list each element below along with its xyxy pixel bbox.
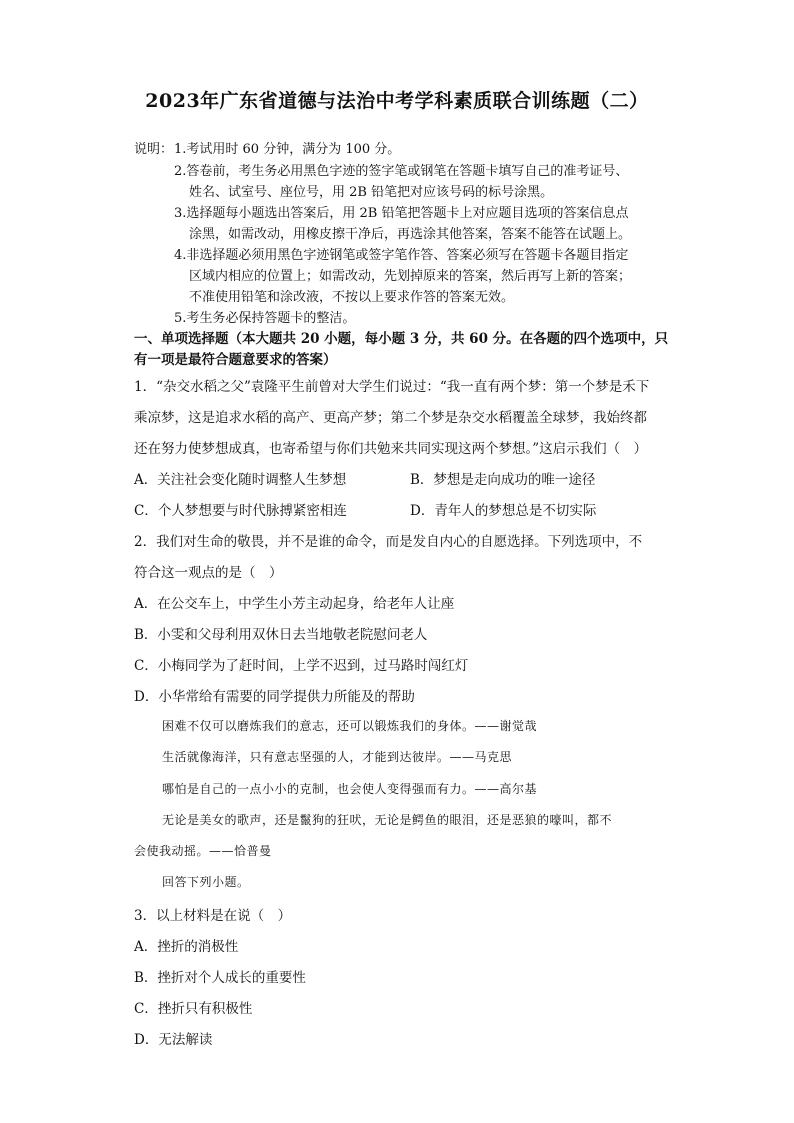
section-heading: 一、单项选择题（本大题共 20 小题，每小题 3 分，共 60 分。在各题的四个选项中，只 bbox=[134, 331, 669, 347]
quote-chapman: 无论是美女的歌声，还是鬣狗的狂吠，无论是鳄鱼的眼泪，还是恶狼的嚎叫，都不 bbox=[162, 813, 613, 827]
instruction-line: 4.非选择题必须用黑色字迹钢笔或签字笔作答、答案必须写在答题卡各题目指定 bbox=[174, 248, 629, 263]
question-1-option-b: B．梦想是走向成功的唯一途径 bbox=[410, 472, 596, 488]
question-2-stem-cont: 符合这一观点的是（ ） bbox=[134, 565, 283, 581]
question-1-stem-cont: 乘凉梦，这是追求水稻的高产、更高产梦；第二个梦是杂交水稻覆盖全球梦，我始终都 bbox=[134, 410, 647, 426]
instruction-line: 5.考生务必保持答题卡的整洁。 bbox=[174, 311, 356, 326]
question-1-stem-cont: 还在努力使梦想成真，也寄希望与你们共勉来共同实现这两个梦想。”这启示我们（ ） bbox=[134, 441, 648, 457]
quote-xiejuezai: 困难不仅可以磨炼我们的意志，还可以锻炼我们的身体。——谢觉哉 bbox=[162, 719, 538, 733]
question-1-option-c: C．个人梦想要与时代脉搏紧密相连 bbox=[134, 503, 347, 519]
instruction-line: 姓名、试室号、座位号，用 2B 铅笔把对应该号码的标号涂黑。 bbox=[189, 185, 554, 200]
question-3-stem: 3．以上材料是在说（ ） bbox=[134, 908, 292, 924]
question-2-option-a: A．在公交车上，中学生小芳主动起身，给老年人让座 bbox=[134, 596, 455, 612]
instruction-line: 不准使用铅笔和涂改液，不按以上要求作答的答案无效。 bbox=[189, 290, 515, 305]
question-1-option-a: A．关注社会变化随时调整人生梦想 bbox=[134, 472, 347, 488]
question-1-stem: 1．“杂交水稻之父”袁隆平生前曾对大学生们说过：“我一直有两个梦：第一个梦是禾下 bbox=[134, 379, 650, 395]
question-3-option-c: C．挫折只有积极性 bbox=[134, 1001, 253, 1017]
question-2-option-d: D．小华常给有需要的同学提供力所能及的帮助 bbox=[134, 689, 415, 705]
section-heading-cont: 有一项是最符合题意要求的答案） bbox=[134, 352, 337, 368]
instructions-label: 说明： bbox=[134, 142, 174, 157]
instruction-line: 3.选择题每小题选出答案后，用 2B 铅笔把答题卡上对应题目选项的答案信息点 bbox=[174, 206, 629, 221]
question-2-option-b: B．小雯和父母利用双休日去当地敬老院慰问老人 bbox=[134, 627, 428, 643]
material-prompt: 回答下列小题。 bbox=[162, 875, 250, 889]
quote-marx: 生活就像海洋，只有意志坚强的人，才能到达彼岸。——马克思 bbox=[162, 750, 513, 764]
quote-chapman-cont: 会使我动摇。——恰普曼 bbox=[134, 844, 272, 858]
instruction-line: 涂黑，如需改动，用橡皮擦干净后，再选涂其他答案，答案不能答在试题上。 bbox=[189, 227, 632, 242]
quote-gorky: 哪怕是自己的一点小小的克制，也会使人变得强而有力。——高尔基 bbox=[162, 782, 538, 796]
question-2-stem: 2．我们对生命的敬畏，并不是谁的命令，而是发自内心的自愿选择。下列选项中，不 bbox=[134, 534, 643, 550]
instruction-line: 2.答卷前，考生务必用黑色字迹的签字笔或钢笔在答题卡填写自己的准考证号、 bbox=[174, 164, 629, 179]
instruction-line: 1.考试用时 60 分钟，满分为 100 分。 bbox=[174, 142, 401, 157]
page-title: 2023年广东省道德与法治中考学科素质联合训练题（二） bbox=[145, 90, 649, 112]
question-3-option-d: D．无法解读 bbox=[134, 1032, 213, 1048]
question-2-option-c: C．小梅同学为了赶时间，上学不迟到，过马路时闯红灯 bbox=[134, 658, 469, 674]
question-3-option-a: A．挫折的消极性 bbox=[134, 939, 239, 955]
question-3-option-b: B．挫折对个人成长的重要性 bbox=[134, 970, 306, 986]
question-1-option-d: D．青年人的梦想总是不切实际 bbox=[410, 503, 597, 519]
instruction-line: 区域内相应的位置上；如需改动，先划掉原来的答案，然后再写上新的答案； bbox=[189, 269, 632, 284]
